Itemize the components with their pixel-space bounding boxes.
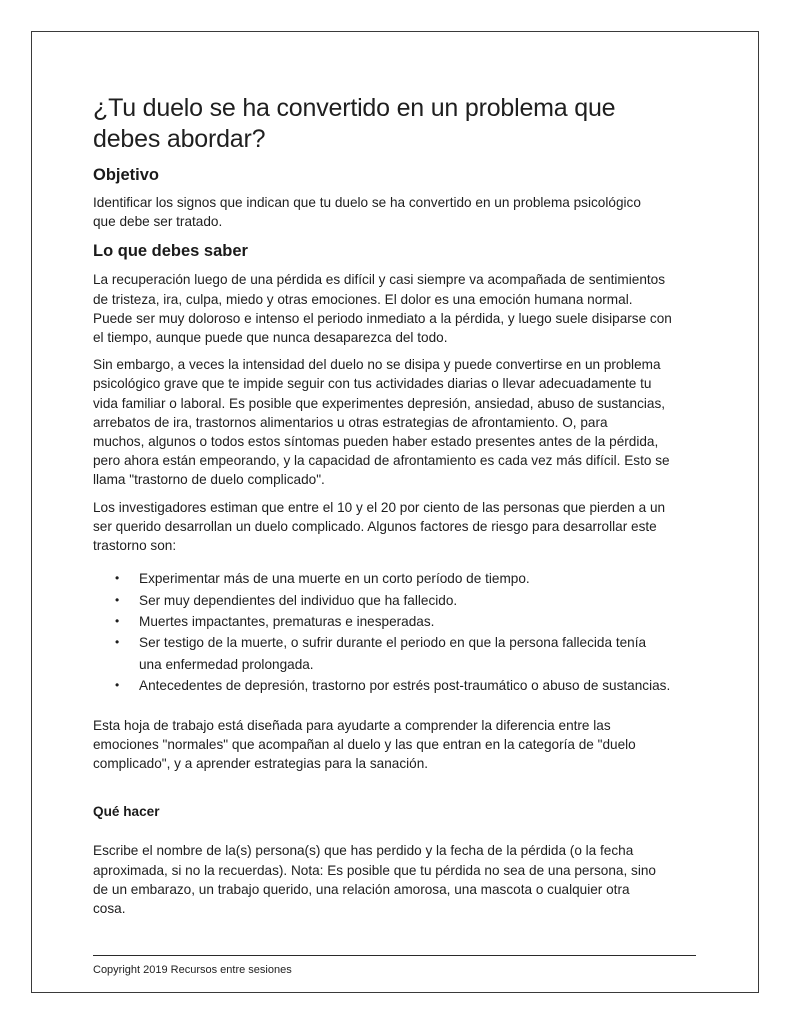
page-title: [93, 93, 701, 155]
text-line: de tristeza, ira, culpa, miedo y otras emociones. El dolor es una emoción humana normal.: [93, 291, 633, 307]
text-line: Escribe el nombre de la(s) persona(s) que has perdido y la fecha de la pérdida (o la fecha: [93, 843, 634, 859]
risk-factor-text: Muertes impactantes, prematuras e inesperadas.: [139, 614, 435, 630]
text-line: cosa.: [93, 900, 126, 916]
text-line: aproximada, si no la recuerdas). Nota: Es posible que tu pérdida no sea de una persona, sino: [93, 862, 656, 878]
risk-factor-item: [93, 611, 701, 632]
risk-factor-text: Ser testigo de la muerte, o sufrir durante el periodo en que la persona fallecida tenía: [139, 635, 647, 651]
paragraph-worksheet-purpose: [93, 716, 701, 774]
what-to-know-heading: Lo que debes saber: [93, 242, 248, 261]
text-line: muchos, algunos o todos estos síntomas pueden haber estado presentes antes de la pérdida,: [93, 434, 659, 450]
title-line-2: debes abordar?: [93, 125, 266, 153]
text-line: Puede ser muy doloroso e intenso el periodo inmediato a la pérdida, y luego suele disiparse con: [93, 310, 672, 326]
risk-factor-item: [93, 568, 701, 589]
risk-factor-item: [93, 675, 701, 696]
text-line: complicado", y a aprender estrategias para la sanación.: [93, 756, 429, 772]
text-line: de un embarazo, un trabajo querido, una relación amorosa, una mascota o cualquier otra: [93, 881, 630, 897]
what-to-do-heading: Qué hacer: [93, 804, 160, 820]
risk-factor-text: Ser muy dependientes del individuo que ha fallecido.: [139, 592, 458, 608]
text-line: psicológico grave que te impide seguir con tus actividades diarias o llevar adecuadamente tu: [93, 376, 652, 392]
paragraph-instructions: [93, 841, 701, 918]
risk-factor-item: [93, 590, 701, 611]
bullet-icon: •: [115, 592, 120, 607]
risk-factor-item: [93, 632, 701, 675]
text-line: pero ahora están empeorando, y la capacidad de afrontamiento es cada vez más difícil. Esto se: [93, 453, 670, 469]
objective-heading: Objetivo: [93, 166, 160, 184]
text-line: Sin embargo, a veces la intensidad del duelo no se disipa y puede convertirse en un problema: [93, 357, 661, 373]
text-line: llama "trastorno de duelo complicado".: [93, 472, 325, 488]
paragraph-recovery: [93, 270, 701, 347]
text-line: Esta hoja de trabajo está diseñada para ayudarte a comprender la diferencia entre las: [93, 717, 611, 733]
text-line: ser querido desarrollan un duelo complicado. Algunos factores de riesgo para desarrollar este: [93, 518, 657, 534]
text-line: trastorno son:: [93, 538, 177, 554]
text-line: Los investigadores estiman que entre el 10 y el 20 por ciento de las personas que pierden a un: [93, 499, 666, 515]
footer-copyright: Copyright 2019 Recursos entre sesiones: [93, 964, 292, 976]
document-body: [93, 93, 701, 918]
risk-factor-text: una enfermedad prolongada.: [139, 656, 314, 672]
paragraph-complicated-grief: [93, 355, 701, 489]
bullet-icon: •: [115, 678, 120, 693]
risk-factor-text: Antecedentes de depresión, trastorno por estrés post-traumático o abuso de sustancias.: [139, 678, 671, 694]
objective-text: [93, 193, 701, 231]
title-line-1: ¿Tu duelo se ha convertido en un problema que: [93, 94, 616, 122]
text-line: vida familiar o laboral. Es posible que experimentes depresión, ansiedad, abuso de sustancias,: [93, 395, 666, 411]
bullet-icon: •: [115, 571, 120, 586]
text-line: La recuperación luego de una pérdida es difícil y casi siempre va acompañada de sentimientos: [93, 272, 666, 288]
objective-line: que debe ser tratado.: [93, 214, 223, 230]
bullet-icon: •: [115, 635, 120, 650]
risk-factors-list: [93, 568, 701, 696]
text-line: el tiempo, aunque puede que nunca desaparezca del todo.: [93, 330, 448, 346]
paragraph-risk-factors-intro: [93, 498, 701, 556]
objective-line: Identificar los signos que indican que tu duelo se ha convertido en un problema psicológico: [93, 195, 641, 210]
text-line: arrebatos de ira, trastornos alimentarios u otras estrategias de afrontamiento. O, para: [93, 414, 608, 430]
risk-factor-text: Experimentar más de una muerte en un corto período de tiempo.: [139, 571, 530, 587]
bullet-icon: •: [115, 614, 120, 629]
footer-divider: [93, 955, 696, 956]
text-line: emociones "normales" que acompañan al duelo y las que entran en la categoría de "duelo: [93, 736, 636, 752]
